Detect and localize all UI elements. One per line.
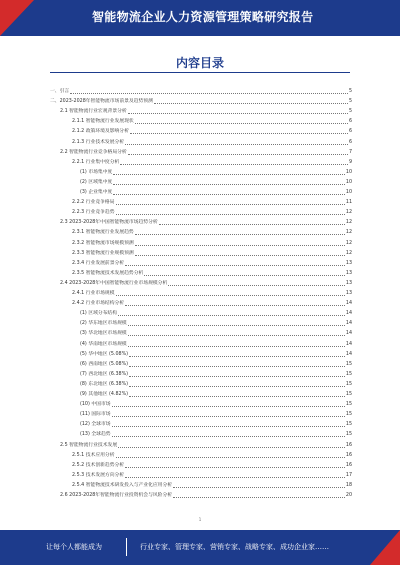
- toc-entry[interactable]: [72, 268, 352, 277]
- toc-entry-page: 14: [345, 351, 352, 357]
- toc-entry-page: 15: [345, 392, 352, 397]
- toc-entry[interactable]: [72, 450, 352, 459]
- toc-entry-page: 13: [345, 260, 352, 266]
- toc-entry-page: 14: [345, 331, 352, 337]
- toc-entry[interactable]: [72, 288, 352, 297]
- toc-entry-page: 17: [345, 472, 352, 478]
- toc-dot-leader: [128, 345, 345, 347]
- footer-separator: [126, 538, 127, 556]
- page-footer: [0, 530, 400, 565]
- toc-entry-title: 2.1.1 智能物流行业发展现状: [72, 119, 134, 125]
- toc-entry-title: (9) 其他地区 (4.82%): [80, 392, 129, 397]
- toc-entry-page: 15: [345, 371, 352, 377]
- toc-entry-title: (3) 企业集中度: [80, 190, 113, 195]
- toc-dot-leader: [118, 314, 345, 316]
- toc-entry-page: 9: [348, 159, 352, 165]
- toc-entry-page: 5: [348, 99, 352, 105]
- toc-entry[interactable]: [80, 308, 352, 317]
- toc-entry[interactable]: [50, 96, 352, 105]
- toc-dot-leader: [125, 466, 345, 468]
- toc-entry-title: 2.2.3 行业竞争趋势: [72, 210, 115, 216]
- toc-entry-title: 2.3.1 智能物流行业发展趋势: [72, 230, 134, 236]
- toc-dot-leader: [116, 456, 345, 458]
- toc-entry-title: (7) 西北地区 (6.38%): [80, 371, 129, 377]
- toc-entry-page: 14: [345, 321, 352, 327]
- toc-entry[interactable]: [80, 399, 352, 408]
- toc-entry-title: 2.3.5 智能物流技术发展趋势分析: [72, 270, 144, 276]
- toc-entry-page: 15: [345, 381, 352, 387]
- toc-entry-page: 15: [345, 432, 352, 438]
- toc-entry-page: 10: [345, 190, 352, 195]
- toc-entry-page: 12: [345, 250, 352, 256]
- toc-entry[interactable]: [80, 419, 352, 428]
- toc-entry-title: 2.3 2023-2028年中国智能物流市场趋势分析: [60, 220, 158, 226]
- toc-dot-leader: [135, 233, 345, 235]
- toc-dot-leader: [125, 264, 345, 266]
- toc-dot-leader: [125, 304, 345, 306]
- toc-entry-page: 16: [345, 452, 352, 458]
- toc-entry-page: 12: [345, 210, 352, 216]
- toc-entry-title: (3) 华北地区市场规模: [80, 331, 127, 337]
- toc-entry-page: 15: [345, 422, 352, 428]
- toc-entry-page: 10: [345, 169, 352, 175]
- toc-dot-leader: [135, 244, 345, 246]
- toc-entry-page: 12: [345, 220, 352, 226]
- toc-entry-page: 20: [345, 493, 352, 498]
- toc-dot-leader: [135, 122, 348, 124]
- toc-entry-page: 13: [345, 291, 352, 296]
- toc-entry-title: 2.1.3 行业技术发展分析: [72, 139, 125, 145]
- report-title: 智能物流企业人力资源管理策略研究报告: [92, 10, 314, 24]
- toc-entry-page: 14: [345, 311, 352, 317]
- toc-entry[interactable]: [72, 197, 352, 206]
- toc-entry-title: (1) 市场集中度: [80, 169, 113, 175]
- toc-dot-leader: [118, 446, 345, 448]
- toc-dot-leader: [144, 274, 345, 276]
- toc-entry[interactable]: [72, 238, 352, 247]
- toc-entry-page: 6: [348, 119, 352, 125]
- toc-entry[interactable]: [80, 318, 352, 327]
- toc-entry-page: 16: [345, 462, 352, 468]
- toc-dot-leader: [116, 203, 345, 205]
- toc-entry-title: (2) 华东地区市场规模: [80, 321, 127, 327]
- toc-entry[interactable]: [60, 278, 352, 287]
- toc-dot-leader: [128, 334, 345, 336]
- toc-entry[interactable]: [72, 116, 352, 125]
- toc-entry-page: 5: [348, 109, 352, 115]
- toc-entry-title: 2.4.2 行业市场结构分析: [72, 301, 125, 307]
- toc-dot-leader: [113, 193, 345, 195]
- toc-entry[interactable]: [80, 359, 352, 368]
- toc-entry[interactable]: [80, 177, 352, 186]
- toc-entry-title: 2.6 2023-2028年智能物流行业投资机会与风险分析: [60, 493, 173, 498]
- toc-entry-title: (5) 华中地区 (5.08%): [80, 351, 129, 357]
- toc-dot-leader: [113, 173, 345, 175]
- toc-entry[interactable]: [72, 227, 352, 236]
- toc-entry-title: (8) 东北地区 (6.38%): [80, 381, 129, 387]
- toc-entry[interactable]: [80, 409, 352, 418]
- toc-entry-page: 18: [345, 482, 352, 488]
- toc-entry[interactable]: [80, 429, 352, 438]
- toc-entry-title: 2.5.3 技术发展方向分析: [72, 472, 125, 478]
- toc-entry-title: (2) 区域集中度: [80, 179, 113, 185]
- toc-entry-page: 12: [345, 230, 352, 236]
- toc-dot-leader: [173, 486, 345, 488]
- toc-entry[interactable]: [60, 217, 352, 226]
- toc-entry-title: (6) 西南地区 (5.08%): [80, 361, 129, 367]
- toc-entry-title: 2.2 智能物流行业竞争格局分析: [60, 149, 127, 155]
- toc-dot-leader: [130, 132, 348, 134]
- page-header: [0, 0, 400, 36]
- toc-entry-title: 2.1 智能物流行业宏观背景分析: [60, 109, 127, 115]
- toc-entry[interactable]: [80, 167, 352, 176]
- toc-entry[interactable]: [80, 187, 352, 196]
- toc-dot-leader: [116, 294, 345, 296]
- toc-entry-page: 14: [345, 301, 352, 307]
- header-red-accent: [0, 0, 34, 36]
- toc-dot-leader: [128, 324, 345, 326]
- toc-entry-title: (11) 国际市场: [80, 412, 111, 418]
- toc-dot-leader: [116, 213, 345, 215]
- toc-entry-page: 12: [345, 240, 352, 246]
- toc-dot-leader: [125, 476, 345, 478]
- toc-entry-title: 2.3.4 行业发展前景分析: [72, 260, 125, 266]
- footer-red-accent: [370, 530, 400, 565]
- toc-dot-leader: [129, 365, 345, 367]
- toc-entry-page: 5: [348, 89, 352, 94]
- toc-heading: 内容目录: [175, 56, 224, 70]
- toc-dot-leader: [112, 435, 345, 437]
- toc-dot-leader: [128, 153, 348, 155]
- toc-entry-title: 2.4.1 行业市场规模: [72, 291, 115, 296]
- toc-entry-title: 2.5.1 技术应用分析: [72, 452, 115, 458]
- toc-dot-leader: [120, 163, 348, 165]
- toc-entry[interactable]: [60, 490, 352, 499]
- toc-entry[interactable]: [72, 258, 352, 267]
- toc-entry-page: 15: [345, 402, 352, 408]
- toc-entry[interactable]: [80, 328, 352, 337]
- toc-entry-title: 2.3.3 智能物流行业规模预测: [72, 250, 134, 256]
- toc-entry-page: 13: [345, 280, 352, 286]
- footer-slogan-left: 让每个人都能成为: [46, 543, 102, 551]
- toc-entry-title: 一、引言: [50, 89, 70, 94]
- toc-entry-title: (12) 全球市场: [80, 422, 111, 428]
- toc-entry-page: 10: [345, 179, 352, 185]
- toc-entry-title: (1) 区域分布结构: [80, 311, 118, 317]
- toc-entry-title: 2.4 2023-2028年中国智能物流行业市场规模分析: [60, 280, 168, 286]
- toc-dot-leader: [125, 143, 348, 145]
- toc-dot-leader: [112, 425, 345, 427]
- toc-entry-title: 2.2.1 行业集中度分析: [72, 159, 120, 165]
- toc-entry[interactable]: [72, 137, 352, 146]
- toc-dot-leader: [154, 102, 348, 104]
- toc-entry[interactable]: [60, 106, 352, 115]
- toc-entry[interactable]: [80, 349, 352, 358]
- toc-dot-leader: [129, 395, 345, 397]
- toc-dot-leader: [159, 223, 345, 225]
- toc-entry[interactable]: [72, 126, 352, 135]
- toc-entry[interactable]: [50, 86, 352, 95]
- toc-entry[interactable]: [72, 248, 352, 257]
- toc-entry[interactable]: [80, 339, 352, 348]
- toc-entry[interactable]: [80, 369, 352, 378]
- toc-entry-page: 15: [345, 412, 352, 418]
- toc-entry[interactable]: [72, 298, 352, 307]
- toc-dot-leader: [112, 405, 345, 407]
- page-number: 1: [198, 517, 202, 522]
- toc-dot-leader: [113, 183, 345, 185]
- toc-entry[interactable]: [80, 379, 352, 388]
- toc-entry[interactable]: [80, 389, 352, 398]
- toc-entry-title: (13) 全球趋势: [80, 432, 111, 438]
- toc-entry-title: 2.5 智能物流行业技术发展: [60, 442, 118, 448]
- toc-entry[interactable]: [72, 470, 352, 479]
- toc-dot-leader: [112, 415, 345, 417]
- toc-entry-title: (4) 华南地区市场规模: [80, 341, 127, 347]
- toc-entry[interactable]: [60, 440, 352, 449]
- toc-entry-page: 6: [348, 139, 352, 145]
- toc-dot-leader: [129, 375, 345, 377]
- toc-dot-leader: [173, 496, 345, 498]
- toc-entry-page: 13: [345, 270, 352, 276]
- toc-entry[interactable]: [72, 460, 352, 469]
- footer-slogan-right: 行业专家、管理专家、营销专家、战略专家、成功企业家……: [140, 543, 329, 551]
- toc-entry-page: 16: [345, 442, 352, 448]
- toc-dot-leader: [128, 112, 348, 114]
- toc-entry-title: 二、2023-2028年智能物流市场前景及趋势预测: [50, 99, 153, 105]
- toc-entry-title: 2.5.2 技术创新趋势分析: [72, 462, 125, 468]
- toc-entry-title: 2.3.2 智能物流市场规模预测: [72, 240, 134, 246]
- toc-entry-page: 11: [345, 200, 352, 206]
- toc-entry[interactable]: [72, 157, 352, 166]
- toc-dot-leader: [129, 355, 345, 357]
- toc-dot-leader: [168, 284, 345, 286]
- toc-divider: [50, 72, 350, 73]
- toc-dot-leader: [70, 92, 348, 94]
- toc-entry-page: 14: [345, 341, 352, 347]
- toc-entry[interactable]: [72, 207, 352, 216]
- toc-entry[interactable]: [60, 147, 352, 156]
- toc-entry-title: 2.5.4 智能物流技术研发投入与产业化应用分析: [72, 482, 173, 488]
- toc-entry-title: 2.1.2 政策环境及影响分析: [72, 129, 129, 135]
- toc-entry[interactable]: [72, 480, 352, 489]
- toc-entry-title: 2.2.2 行业竞争格局: [72, 200, 115, 206]
- toc-entry-page: 7: [348, 149, 352, 155]
- toc-dot-leader: [129, 385, 345, 387]
- toc-entry-page: 6: [348, 129, 352, 135]
- toc-entry-title: (10) 中国市场: [80, 402, 111, 408]
- toc-entry-page: 15: [345, 361, 352, 367]
- toc-dot-leader: [135, 254, 345, 256]
